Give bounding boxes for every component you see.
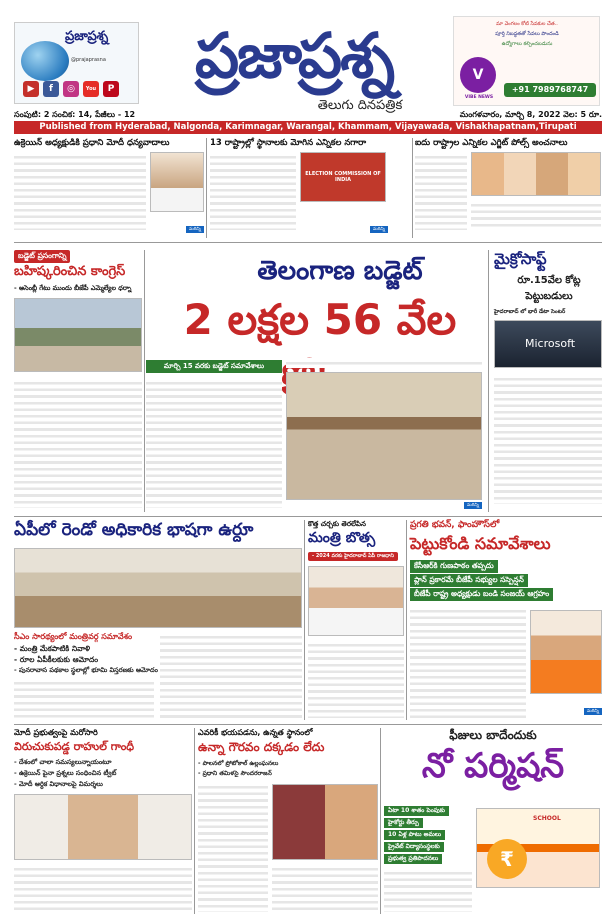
story-body [14,378,142,508]
story-body [494,374,602,504]
story-pragati-bhavan[interactable] [410,520,602,720]
microsoft-photo-text: Microsoft [525,337,576,350]
assembly-protest-photo [14,298,142,372]
divider [14,242,602,243]
bullet-1: - దేశంలో చాలా సమస్యలున్నాయంటూ [14,758,112,766]
more-tag[interactable]: మరిన్ని [584,708,602,715]
ad-phone[interactable]: +91 7989768747 [504,83,596,97]
story-botsa[interactable] [308,520,404,720]
kicker: ప్రగతి భవన్, ఫాంహౌస్‌లో [410,520,500,530]
logo-name: ప్రజాప్రశ్న [65,29,109,44]
fees-bullet-1: ఏటా 10 శాతం పెంపుకు [384,806,449,816]
story-microsoft[interactable] [494,250,602,512]
masthead-logo-box [14,22,139,104]
botsa-photo [308,566,404,636]
headline: బహిష్కరించిన కాంగ్రెస్ [14,264,126,279]
cabinet-bullet-1: - మంత్రి మేకపాటికి నివాళి [14,644,91,653]
kicker: బడ్జెట్ ప్రసంగాన్ని [14,250,70,263]
story-body [308,640,404,718]
story-body [210,152,296,230]
headline: నో పర్మిషన్ [421,746,565,786]
fees-bullet-5: ప్రభుత్వ ప్రతిపాదనలు [384,854,442,864]
divider [206,138,207,238]
divider [144,250,145,512]
ad-line-1: మా వెంగలం కోటి సేవకుల చేత.. [496,21,558,27]
divider [380,728,381,914]
budget-body-1 [146,378,282,508]
story-body [14,152,146,230]
story-body [410,606,526,718]
leaders-photo [471,152,601,196]
ad-brand: VIBE NEWS [464,95,494,100]
kicker: మోదీ ప్రభుత్వంపై మరోసారి [14,728,98,737]
headline: ఏపీలో రెండో అధికారిక భాషగా ఉర్దూ [14,520,254,540]
banner-tag: మార్చి 15 వరకు బడ్జెట్ సమావేశాలు [146,360,282,373]
story-body [415,152,467,230]
headline-2: రూ.15వేల కోట్ల [517,275,581,286]
kicker: ఫీజులు బాదేందుకు [449,728,537,742]
banner-amount: 2 లక్షల 56 వేల [183,295,457,344]
globe-icon [21,41,69,81]
budget-body-2 [286,358,482,368]
masthead-subtitle: తెలుగు దినపత్రిక [317,98,403,113]
story-governor[interactable] [198,728,378,914]
kicker: కొత్త చర్చకు తెరలేపిన [308,520,366,528]
microsoft-photo [494,320,602,368]
fees-bullet-2: హైకోర్టు తీర్పు [384,818,423,828]
dateline: హైదరాబాద్ లో భారీ డేటా సెంటర్ [494,309,566,315]
modi-photo [150,152,204,212]
governor-photo [272,784,378,860]
headline-1: మైక్రోసాఫ్ట్ [494,250,547,268]
story-headline: 13 రాష్ట్రాల్లో స్థానాలకు మోగిన ఎన్నికల నగారా [210,138,367,148]
divider [194,728,195,914]
story-body-2 [471,200,601,230]
story-rahul-gandhi[interactable] [14,728,192,914]
story-headline: ఐదు రాష్ట్రాల ఎన్నికల ఎగ్జిట్ పోల్స్ అంచనాలు [415,138,568,148]
divider [488,250,489,512]
headline: పెట్టుకోండి సమావేశాలు [410,534,551,553]
cabinet-head: సీఎం సారథ్యంలో మంత్రివర్గ సమావేశం [14,632,133,641]
ad-line-2: పూర్తి నిబద్ధతతో సేవలు పొందండి [495,31,559,37]
rahul-photo [14,794,192,860]
story-congress-boycott[interactable] [14,250,142,512]
bullet-1: కేసీఆర్‌కి గుణపాఠం తప్పదు [410,560,498,573]
bullet-2: - ఉక్రెయిన్ పైనా ప్రశ్నలు సంధించిన ట్వీట్ [14,769,117,777]
photo-caption: ELECTION COMMISSION OF INDIA [305,171,381,183]
bandi-sanjay-photo [530,610,602,694]
more-tag[interactable]: మరిన్ని [464,502,482,509]
subhead: - అసెంబ్లీ గేటు ముందు బీజేపీ ఎమ్మెల్యేల ధర్నా [14,284,132,292]
vibe-logo-icon: V [460,57,496,93]
headline: మంత్రి బొత్స [308,530,376,546]
facebook-icon[interactable]: f [43,81,59,97]
cabinet-bullet-3: - పునరావాస పథకాల స్థలాల్లో భూమి విస్తరణకు ఆమోదం [14,666,158,674]
ad-box[interactable] [453,16,600,106]
subhead: - 2024 వరకు హైదరాబాద్ ఏపీ రాజధాని [308,552,398,561]
story-body-2 [160,632,302,718]
school-label: SCHOOL [533,815,561,822]
more-tag[interactable]: మరిన్ని [186,226,204,233]
date-price: మంగళవారం, మార్చి 8, 2022 వెల: 5 రూ. [459,110,602,119]
story-modi-thanks[interactable] [14,138,204,236]
ad-line-3: ఉద్యోగాలు కల్పించబడును [501,41,553,47]
instagram-icon[interactable]: ◎ [63,81,79,97]
more-tag[interactable]: మరిన్ని [370,226,388,233]
pinterest-icon[interactable]: P [103,81,119,97]
issue-info: సంపుటి: 2 సంచిక: 14, పేజీలు - 12 [14,110,136,119]
bullet-1: - పాలనలో ప్రోటోకాల్ ఉల్లంఘనలు [198,760,279,767]
story-body [198,782,268,912]
story-exit-polls[interactable] [415,138,602,236]
bullet-2: ప్లాన్ ప్రకారమే బీజేపీ సభ్యుల సస్పెన్షన్ [410,574,528,587]
headline: ఉన్నా గౌరవం దక్కడం లేదు [198,740,325,754]
school-fees-illustration [476,808,600,888]
headline: విరుచుకుపడ్డ రాహుల్ గాంధీ [14,740,135,753]
story-body [384,868,472,912]
bullet-3: బీజేపీ రాష్ట్ర అధ్యక్షుడు బండి సంజయ్ ఆగ్రహం [410,588,553,601]
logo-handle: @prajaprasna [71,57,106,63]
bullet-3: - మోదీ ఆర్ధిక విధానాలపై విమర్శలు [14,780,103,788]
cabinet-meeting-photo [14,548,302,628]
divider [406,520,407,720]
headline-3: పెట్టుబడులు [525,291,573,302]
story-elections[interactable] [210,138,410,236]
divider [304,520,305,720]
divider [14,724,602,725]
fees-bullet-4: ప్రైవేట్ విద్యాసంస్థలకు [384,842,444,852]
story-body-2 [272,864,378,912]
bullet-2: - ప్రధాని తమిళసై సౌందరరాజన్ [198,770,272,777]
divider [14,516,602,517]
divider [412,138,413,238]
story-fees[interactable] [384,728,602,914]
fees-bullet-3: 10 ఏళ్ల పాటు అమలు [384,830,445,840]
story-headline: ఉక్రెయిన్ అధ్యక్షుడికి ప్రధాని మోదీ ధన్యవాదాలు [14,138,170,148]
assembly-budget-photo [286,372,482,500]
masthead-title: ప్రజాప్రశ్న [194,19,394,92]
story-body [14,864,192,912]
election-commission-photo [300,152,386,202]
story-body [14,678,154,718]
kicker: ఎవరికీ భయపడను, ఉన్నత స్థానంలో [198,728,313,737]
published-bar: Published from Hyderabad, Nalgonda, Karimnagar, Warangal, Khammam, Vijayawada, Vishakhapatnam,Tirupati [14,121,602,134]
youtube-icon[interactable]: ▶ [23,81,39,97]
youtube-text-icon[interactable]: You [83,81,99,97]
cabinet-bullet-2: - రూల ఏపీకీలకుకు ఆమోదం [14,655,99,664]
rupee-icon: ₹ [487,839,527,879]
story-ap-urdu[interactable] [14,520,302,720]
banner-title: తెలంగాణ బడ్జెట్ [257,256,423,286]
